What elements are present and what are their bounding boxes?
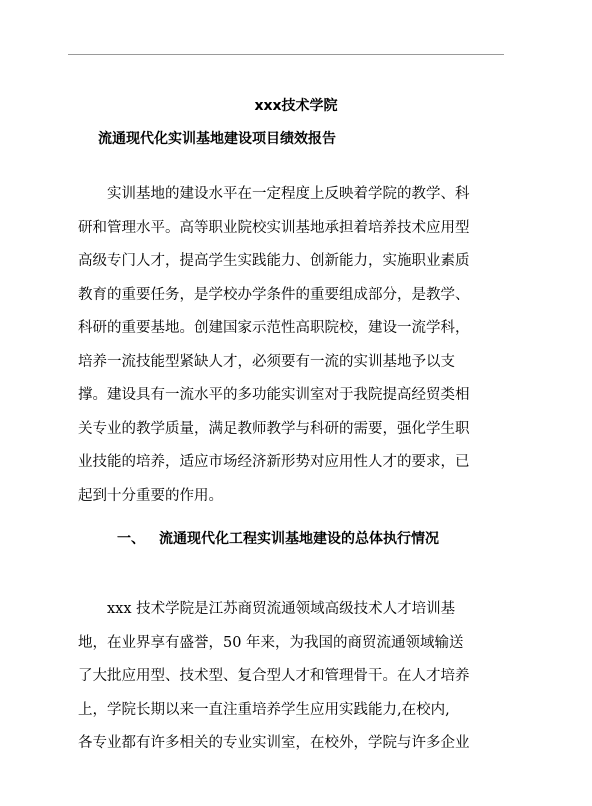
text-line: 了大批应用型、技术型、复合型人才和管理骨干。在人才培养 (78, 668, 470, 684)
section1-paragraph (78, 593, 514, 761)
section-heading (117, 528, 439, 548)
institution-title: xxx技术学院 (254, 98, 338, 114)
text-line: 撑。建设具有一流水平的多功能实训室对于我院提高经贸类相 (78, 387, 470, 403)
text-line: 研和管理水平。高等职业院校实训基地承担着培养技术应用型 (78, 219, 470, 236)
text-line: 关专业的教学质量，满足教师教学与科研的需要，强化学生职 (78, 420, 470, 437)
text-line: 高级专门人才，提高学生实践能力、创新能力，实施职业素质 (78, 253, 470, 269)
text-line: 上，学院长期以来一直注重培养学生应用实践能力,在校内, (78, 701, 450, 718)
intro-paragraph (78, 178, 514, 513)
text-line: 起到十分重要的作用。 (78, 487, 223, 504)
text-line: 业技能的培养，适应市场经济新形势对应用性人才的要求，已 (78, 454, 470, 470)
text-line: 各专业都有许多相关的专业实训室，在校外，学院与许多企业 (78, 735, 470, 751)
text-line: xxx 技术学院是江苏商贸流通领域高级技术人才培训基 (107, 601, 456, 617)
section-number: 一、 (117, 531, 145, 547)
text-line: 教育的重要任务，是学校办学条件的重要组成部分，是教学、 (78, 286, 470, 303)
header-rule (68, 54, 504, 55)
text-line: 实训基地的建设水平在一定程度上反映着学院的教学、科 (107, 186, 470, 202)
report-title: 流通现代化实训基地建设项目绩效报告 (98, 131, 336, 147)
text-line: 培养一流技能型紧缺人才，必须要有一流的实训基地予以支 (78, 353, 455, 370)
section-title: 流通现代化工程实训基地建设的总体执行情况 (159, 531, 439, 547)
text-line: 科研的重要基地。创建国家示范性高职院校，建设一流学科， (78, 320, 470, 336)
text-line: 地，在业界享有盛誉，50 年来，为我国的商贸流通领域输送 (78, 634, 464, 651)
